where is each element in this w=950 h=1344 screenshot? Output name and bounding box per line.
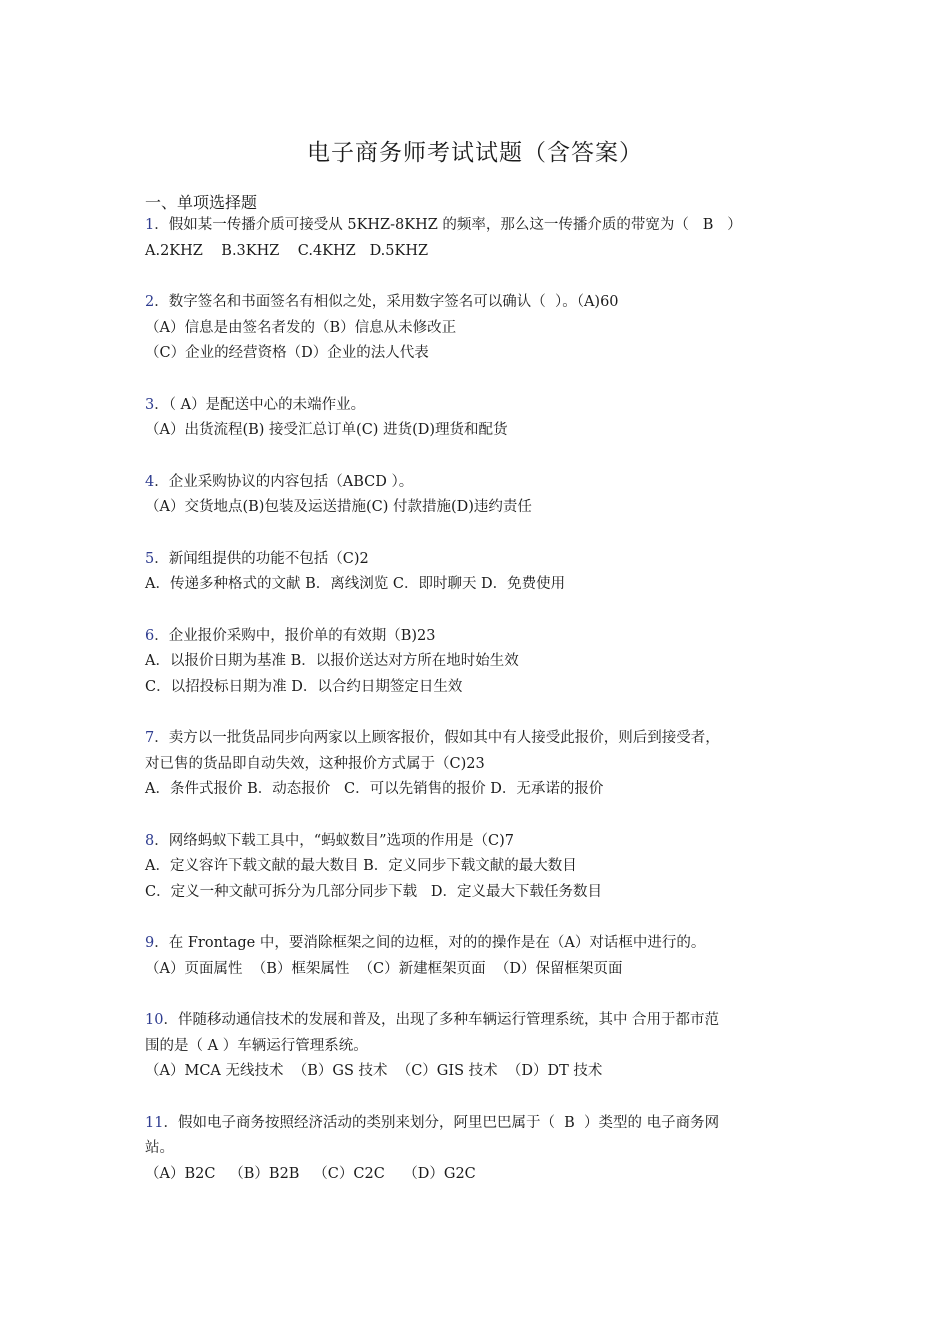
question-text: A.2KHZ B.3KHZ C.4KHZ D.5KHZ [145,242,429,259]
question-item [145,547,815,598]
question-text: A．定义容许下载文献的最大数目 B．定义同步下载文献的最大数目 [145,858,577,874]
question-text: （C）企业的经营资格（D）企业的法人代表 [145,345,429,361]
question-stem [145,1111,815,1137]
question-text: ．（ A）是配送中心的未端作业。 [154,396,366,413]
question-stem [145,393,815,419]
question-number: 10 [145,1012,164,1028]
question-number: 11 [145,1114,164,1131]
question-line [145,495,815,521]
question-stem [145,829,815,855]
question-stem [145,726,815,752]
question-stem [145,290,815,316]
question-item [145,393,815,444]
question-number: 1 [145,217,155,233]
question-number: 6 [145,627,155,644]
question-number: 3 [145,396,155,413]
question-line [145,239,815,265]
question-text: 围的是（ A ）车辆运行管理系统。 [145,1037,368,1054]
question-line [145,418,815,444]
question-text: （A）信息是由签名者发的（B）信息从未修改正 [145,319,457,336]
question-text: 对已售的货品即自动失效，这种报价方式属于（C)23 [145,755,485,772]
question-number: 8 [145,832,155,849]
question-text: A．条件式报价 B．动态报价 C．可以先销售的报价 D．无承诺的报价 [145,781,604,797]
question-line [145,316,815,342]
question-item [145,470,815,521]
question-text: （A）B2C （B）B2B （C）C2C （D）G2C [145,1165,476,1182]
question-line [145,675,815,701]
section-heading: 一、单项选择题 [145,193,258,212]
question-line [145,880,815,906]
question-text: A．传递多种格式的文献 B．离线浏览 C．即时聊天 D．免费使用 [145,576,566,592]
question-text: C．定义一种文献可拆分为几部分同步下载 D．定义最大下载任务数目 [145,883,603,900]
document-title: 电子商务师考试试题（含答案） [307,140,643,166]
question-line [145,649,815,675]
question-number: 9 [145,935,155,951]
question-text: ．假如某一传播介质可接受从 5KHZ-8KHZ 的频率，那么这一传播介质的带宽为（ B ） [154,217,742,233]
question-number: 7 [145,730,155,746]
question-line [145,752,815,778]
question-line [145,957,815,983]
question-text: （A）交货地点(B)包装及运送措施(C) 付款措施(D)违约责任 [145,499,532,515]
question-stem [145,213,815,239]
question-number: 4 [145,473,155,490]
question-item [145,829,815,906]
question-text: （A）页面属性 （B）框架属性 （C）新建框架页面 （D）保留框架页面 [145,960,623,977]
question-text: ．数字签名和书面签名有相似之处，采用数字签名可以确认（ ）。（A)60 [154,294,619,310]
question-text: 站。 [145,1140,174,1156]
question-text: ．网络蚂蚁下载工具中，“蚂蚁数目”选项的作用是（C)7 [154,832,515,849]
question-line [145,1162,815,1188]
question-item [145,1111,815,1188]
question-item [145,726,815,803]
question-number: 2 [145,294,155,310]
question-text: A．以报价日期为基准 B．以报价送达对方所在地时始生效 [145,653,519,669]
question-line [145,572,815,598]
question-line [145,1059,815,1085]
question-line [145,777,815,803]
question-item [145,213,815,264]
question-text: （A）出货流程(B) 接受汇总订单(C) 进货(D)理货和配货 [145,422,508,438]
question-item [145,1008,815,1085]
question-line [145,854,815,880]
question-text: ．卖方以一批货品同步向两家以上顾客报价，假如其中有人接受此报价，则后到接受者， [154,730,720,746]
question-stem [145,624,815,650]
question-stem [145,547,815,573]
question-stem [145,1008,815,1034]
question-line [145,341,815,367]
question-item [145,931,815,982]
question-item [145,624,815,701]
question-stem [145,470,815,496]
question-text: C．以招投标日期为准 D．以合约日期签定日生效 [145,678,463,695]
question-text: ．企业采购协议的内容包括（ABCD ）。 [154,473,414,490]
question-text: ．假如电子商务按照经济活动的类别来划分，阿里巴巴属于（ B ）类型的 电子商务网 [163,1114,720,1131]
question-number: 5 [145,550,155,567]
question-text: ．在 Frontage 中，要消除框架之间的边框，对的的操作是在（A）对话框中进行的。 [154,935,706,951]
question-text: ．企业报价采购中，报价单的有效期（B)23 [154,627,436,644]
question-line [145,1034,815,1060]
question-line [145,1136,815,1162]
question-stem [145,931,815,957]
question-list [145,213,815,1213]
question-text: （A）MCA 无线技术 （B）GS 技术 （C）GIS 技术 （D）DT 技术 [145,1063,603,1079]
question-text: ．伴随移动通信技术的发展和普及，出现了多种车辆运行管理系统，其中 合用于都市范 [163,1012,720,1028]
question-item [145,290,815,367]
question-text: ．新闻组提供的功能不包括（C)2 [154,550,369,567]
